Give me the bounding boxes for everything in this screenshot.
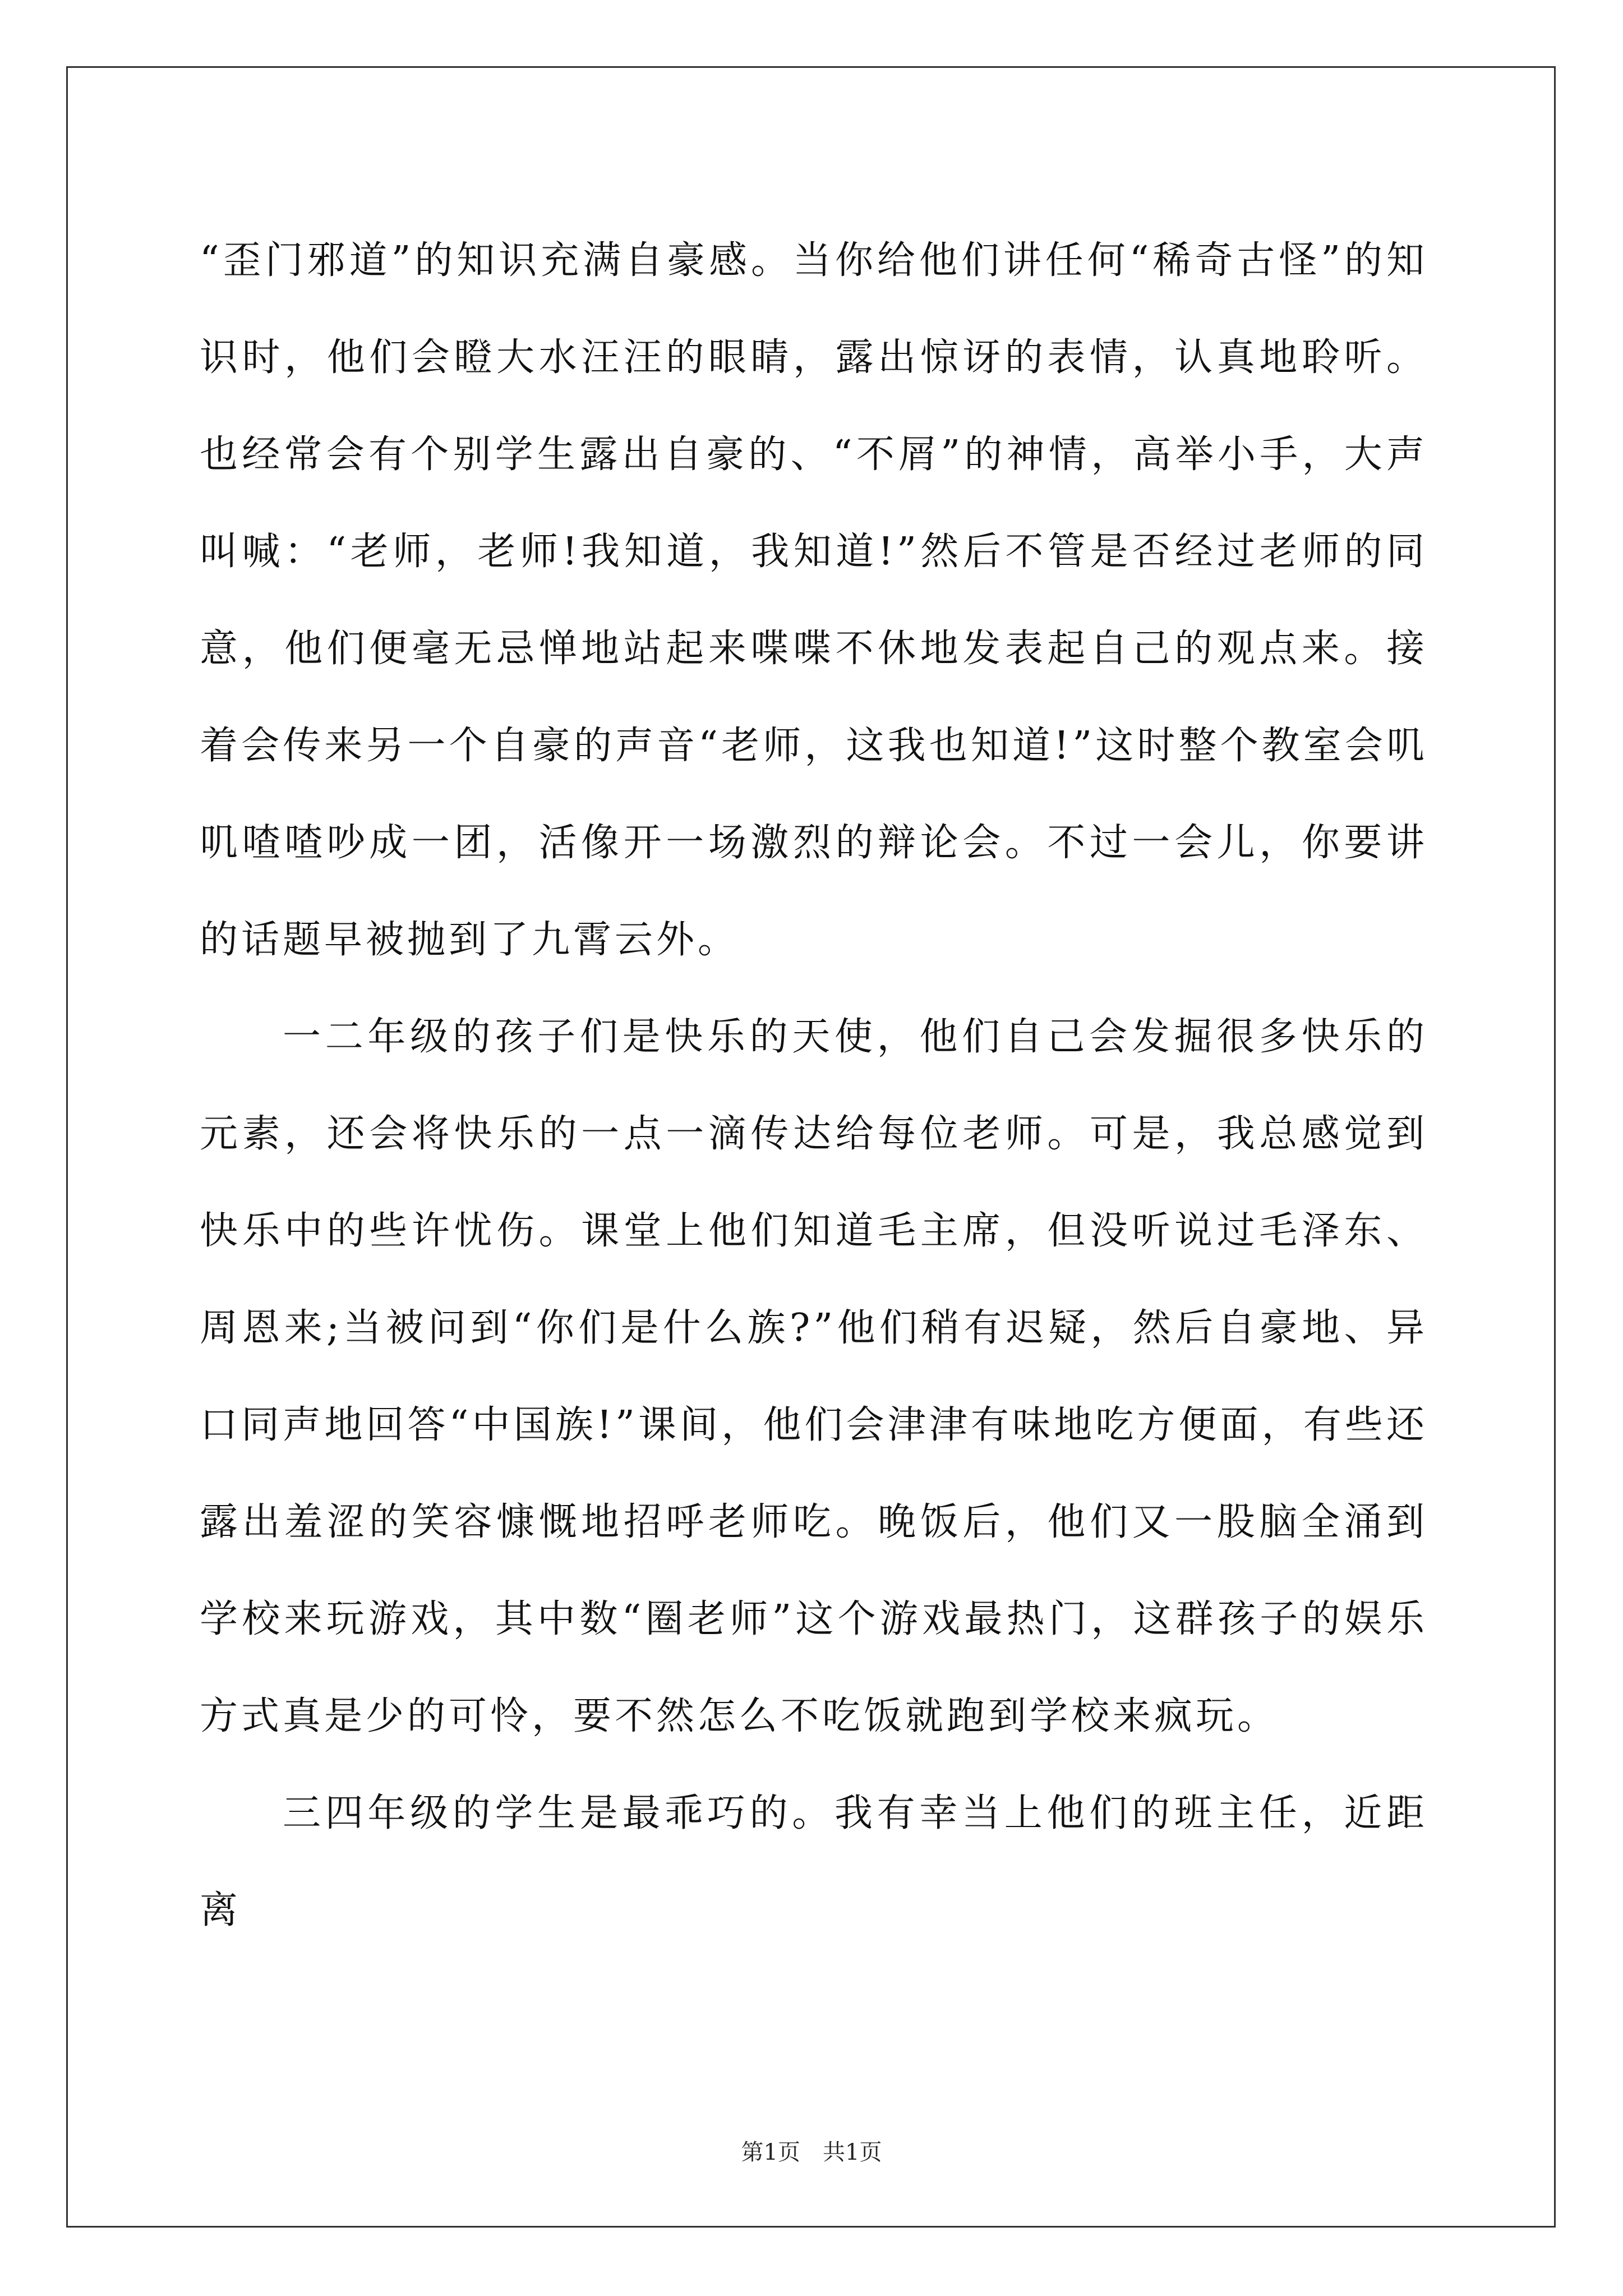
- document-body: [200, 212, 1428, 2119]
- paragraph-3: 三四年级的学生是最乖巧的。我有幸当上他们的班主任，近距离: [200, 1791, 1428, 1932]
- page-number: 第1页: [741, 2139, 800, 2165]
- paragraph-2: 一二年级的孩子们是快乐的天使，他们自己会发掘很多快乐的元素，还会将快乐的一点一滴传达给每位老师。可是，我总感觉到快乐中的些许忧伤。课堂上他们知道毛主席，但没听说过毛泽东、周恩来;当被问到“你们是什么族?”他们稍有迟疑，然后自豪地、异口同声地回答“中国族!”课间，他们会津津有味地吃方便面，有些还露出羞涩的笑容慷慨地招呼老师吃。晚饭后，他们又一股脑全涌到学校来玩游戏，其中数“圈老师”这个游戏最热门，这群孩子的娱乐方式真是少的可怜，要不然怎么不吃饭就跑到学校来疯玩。: [200, 1015, 1428, 1738]
- page-footer: [0, 2134, 1623, 2166]
- paragraph-1: “歪门邪道”的知识充满自豪感。当你给他们讲任何“稀奇古怪”的知识时，他们会瞪大水汪汪的眼睛，露出惊讶的表情，认真地聆听。也经常会有个别学生露出自豪的、“不屑”的神情，高举小手，大声叫喊：“老师，老师!我知道，我知道!”然后不管是否经过老师的同意，他们便毫无忌惮地站起来喋喋不休地发表起自己的观点来。接着会传来另一个自豪的声音“老师，这我也知道!”这时整个教室会叽叽喳喳吵成一团，活像开一场激烈的辩论会。不过一会儿，你要讲的话题早被抛到了九霄云外。: [200, 238, 1428, 962]
- page-total: 共1页: [823, 2139, 882, 2165]
